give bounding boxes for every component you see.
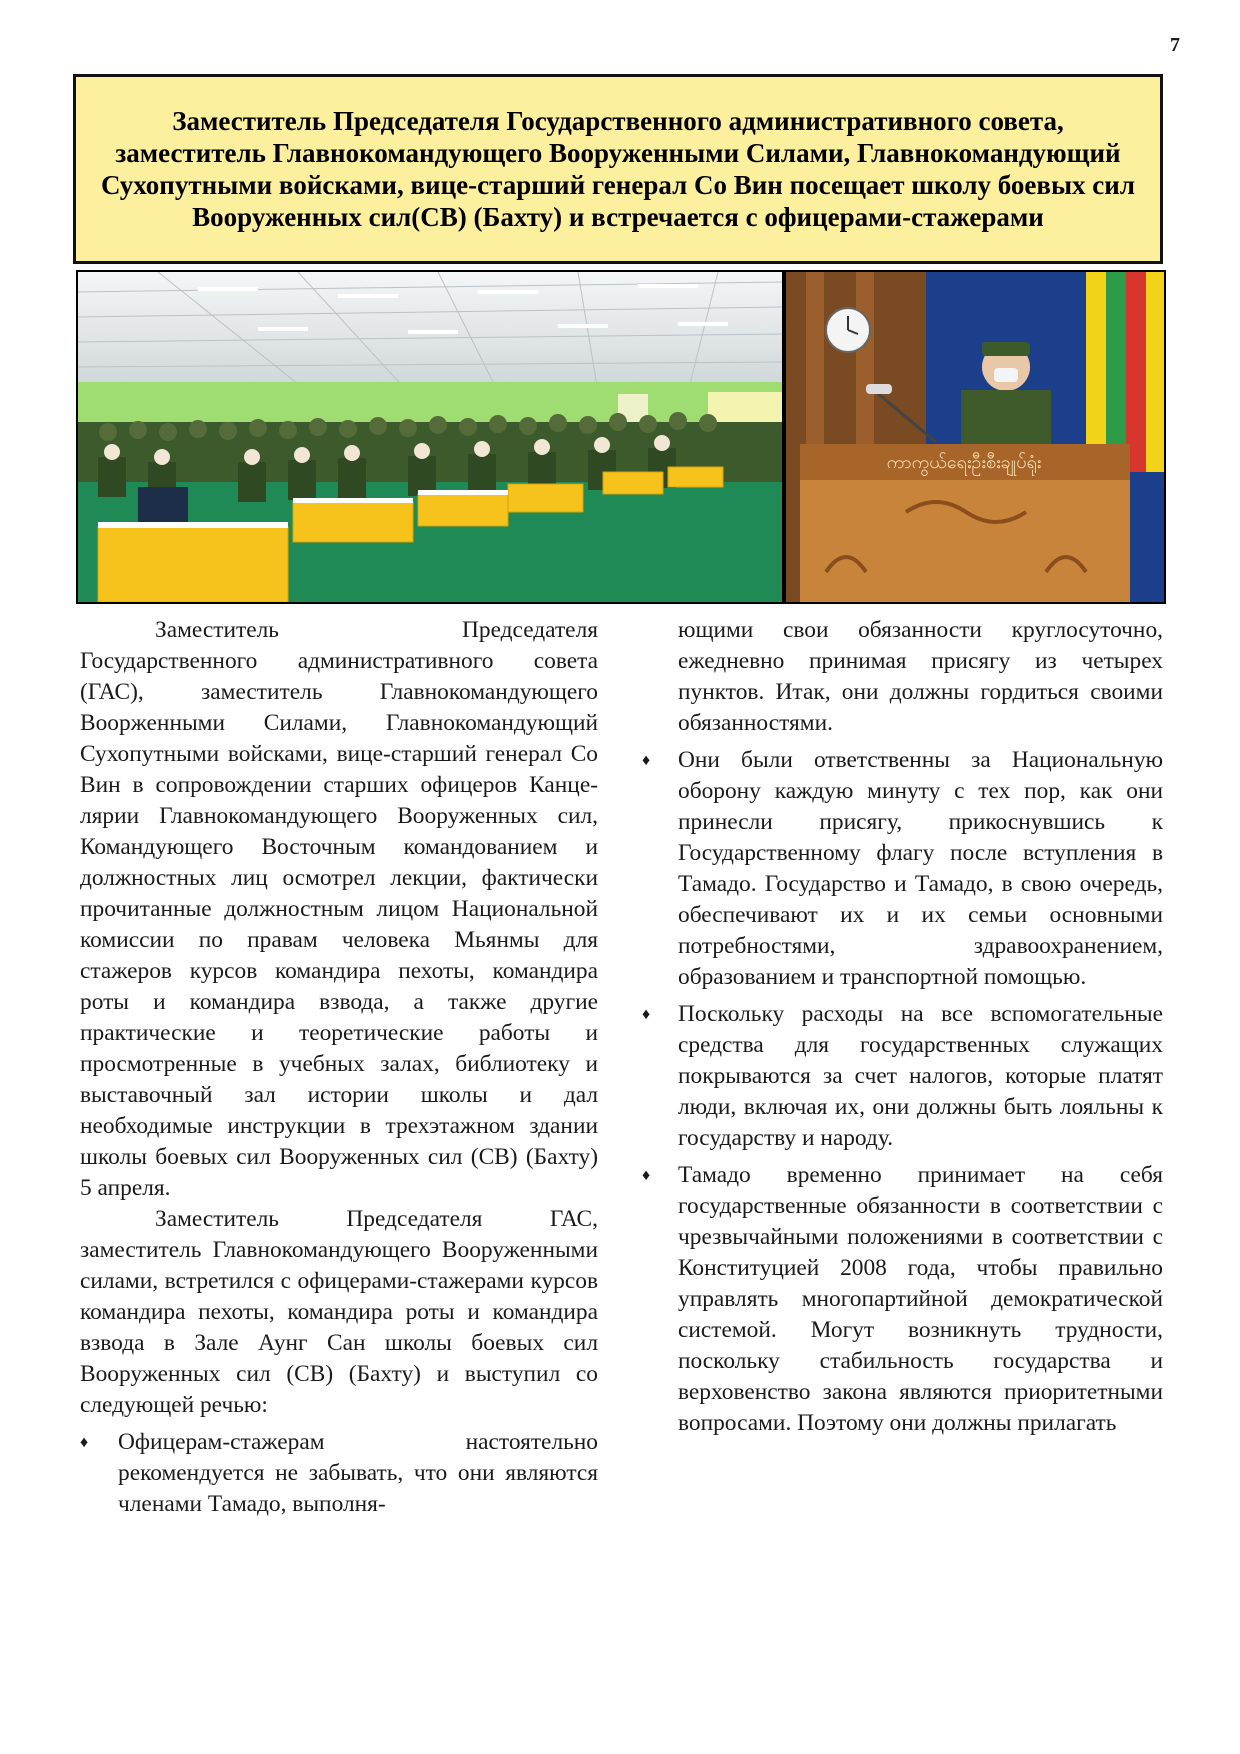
body-paragraph-1: Заместитель Председателя Государственного административного совета (ГАС), заместитель Главнокомандующего Воорженными Силами, Главнокомандующий Сухопутными войсками, вице-старший генерал Со Вин в сопровождении старших офицеров Канце-лярии Главнокомандующего Вооруженных сил, Командующего Восточным командованием и должностных лиц осмотрел лекции, фактически прочитанные должностным лицом Национальной комиссии по правам человека Мьянмы для стажеров курсов командира пехоты, командира роты и командира взвода, а также другие практические и теоретические работы и просмотренные в учебных залах, библиотеку и выставочный зал истории школы и дал необходимые инструкции в трехэтажном здании школы боевых сил Вооруженных сил (СВ) (Бахту) 5 апреля. xyxy=(80,617,598,1201)
left-column xyxy=(80,615,598,1520)
bullet-item-3-text: Поскольку расходы на все вспомогательные средства для государственных служащих покрываются за счет налогов, которые платят люди, включая их, они должны быть лояльны к государству и народу. xyxy=(678,1001,1163,1151)
bullet-item-1-continuation: ющими свои обязанности круглосуточно, ежедневно принимая присягу из четырех пунктов. Итак, они должны гордиться своими обязанностями. xyxy=(678,617,1163,736)
bullet-item-4-text: Тамадо временно принимает на себя государственные обязанности в соответствии с чрезвычайными положениями в соответствии с Конституцией 2008 года, чтобы правильно управлять многопартийной демократической системой. Могут возникнуть трудности, поскольку стабильность государства и верховенство закона являются приоритетными вопросами. Поэтому они должны прилагать xyxy=(678,1162,1163,1436)
diamond-bullet-icon: ♦ xyxy=(80,1434,89,1451)
page-number: 7 xyxy=(1170,34,1180,56)
bullet-item-1-text: Офицерам-стажерам настоятельно рекомендуется не забывать, что они являются членами Тамадо, выполня- xyxy=(118,1429,598,1517)
lecture-hall-illustration xyxy=(78,272,782,602)
photo-speaker-podium xyxy=(786,272,1164,602)
bullet-item-2-text: Они были ответственны за Национальную оборону каждую минуту с тех пор, как они принесли присягу, прикоснувшись к Государственному флагу после вступления в Тамадо. Государство и Тамадо, в свою очередь, обеспечивают их и их семьи основными потребностями, здравоохранением, образованием и транспортной помощью. xyxy=(678,747,1163,990)
bullet-item-2 xyxy=(642,745,1163,993)
bullet-item-1 xyxy=(80,1427,598,1520)
bullet-item-3 xyxy=(642,999,1163,1154)
podium-illustration xyxy=(786,272,1164,602)
diamond-bullet-icon: ♦ xyxy=(642,1006,651,1023)
right-column xyxy=(642,615,1163,1439)
body-paragraph-2: Заместитель Председателя ГАС, заместитель Главнокомандующего Вооруженными силами, встретился с офицерами-стажерами курсов командира пехоты, командира роты и командира взвода в Зале Аунг Сан школы боевых сил Вооруженных сил (СВ) (Бахту) и выступил со следующей речью: xyxy=(80,1206,598,1418)
podium-inscription: ကာကွယ်ရေးဦးစီးချုပ်ရုံး xyxy=(886,452,1042,473)
diamond-bullet-icon: ♦ xyxy=(642,1167,651,1184)
headline-box xyxy=(73,74,1163,264)
photo-lecture-hall xyxy=(78,272,782,602)
photo-strip xyxy=(76,270,1166,604)
diamond-bullet-icon: ♦ xyxy=(642,752,651,769)
headline: Заместитель Председателя Государственного административного совета, заместитель Главнокомандующего Вооруженными Силами, Главнокомандующий Сухопутными войсками, вице-старший генерал Со Вин посещает школу боевых сил Вооруженных сил(СВ) (Бахту) и встречается с офицерами-стажерами xyxy=(100,106,1135,232)
bullet-item-4 xyxy=(642,1160,1163,1439)
